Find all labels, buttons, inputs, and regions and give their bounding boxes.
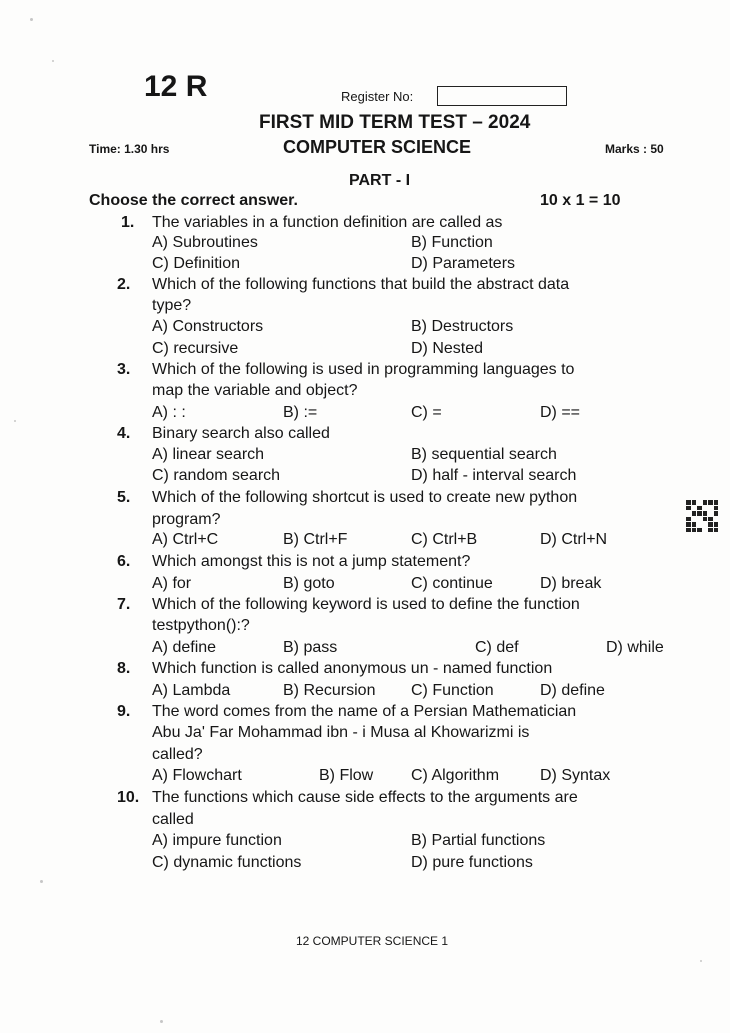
question-text: called — [152, 811, 194, 828]
question-number: 8. — [117, 660, 131, 677]
option-d: D) while — [606, 639, 664, 656]
option-d: D) Parameters — [411, 255, 516, 272]
option-d: D) Syntax — [540, 767, 611, 784]
question-number: 3. — [117, 361, 131, 378]
class-label: 12 R — [144, 70, 208, 103]
option-b: B) goto — [283, 575, 335, 592]
option-a: A) Lambda — [152, 682, 231, 699]
option-d: D) break — [540, 575, 602, 592]
option-b: B) Recursion — [283, 682, 376, 699]
option-a: A) Constructors — [152, 318, 264, 335]
register-number-field[interactable] — [437, 86, 567, 106]
question-text: Which of the following keyword is used to define the function — [152, 596, 580, 613]
instruction: Choose the correct answer. — [89, 192, 298, 209]
option-a: A) : : — [152, 404, 186, 421]
question-text: testpython():? — [152, 617, 250, 634]
question-text: program? — [152, 511, 221, 528]
question-text: map the variable and object? — [152, 382, 358, 399]
question-number: 7. — [117, 596, 131, 613]
question-text: The word comes from the name of a Persian Mathematician — [152, 703, 577, 720]
option-a: A) define — [152, 639, 217, 656]
question-text: type? — [152, 297, 192, 314]
option-c: C) Function — [411, 682, 494, 699]
qr-code-icon — [686, 500, 718, 532]
question-number: 10. — [117, 789, 140, 806]
scan-speck — [30, 18, 33, 21]
option-b: B) sequential search — [411, 446, 557, 463]
register-label: Register No: — [341, 89, 414, 104]
option-a: A) impure function — [152, 832, 282, 849]
option-c: C) random search — [152, 467, 281, 484]
scan-speck — [40, 880, 43, 883]
scan-speck — [160, 1020, 163, 1023]
option-c: C) = — [411, 404, 442, 421]
option-a: A) for — [152, 575, 192, 592]
option-d: D) pure functions — [411, 854, 533, 871]
option-b: B) Function — [411, 234, 493, 251]
question-text: Abu Ja' Far Mohammad ibn - i Musa al Khowarizmi is — [152, 724, 530, 741]
question-text: The functions which cause side effects to the arguments are — [152, 789, 578, 806]
option-c: C) dynamic functions — [152, 854, 302, 871]
option-d: D) half - interval search — [411, 467, 577, 484]
option-b: B) Destructors — [411, 318, 514, 335]
scan-speck — [14, 420, 16, 422]
time-allowed: Time: 1.30 hrs — [89, 142, 170, 156]
option-d: D) Ctrl+N — [540, 531, 608, 548]
total-marks: Marks : 50 — [605, 142, 664, 156]
option-d: D) define — [540, 682, 605, 699]
scan-speck — [52, 60, 54, 62]
option-b: B) pass — [283, 639, 338, 656]
option-b: B) Ctrl+F — [283, 531, 348, 548]
option-a: A) Subroutines — [152, 234, 258, 251]
question-text: Which of the following functions that build the abstract data — [152, 276, 570, 293]
option-c: C) recursive — [152, 340, 239, 357]
question-number: 2. — [117, 276, 131, 293]
option-c: C) Definition — [152, 255, 241, 272]
option-a: A) linear search — [152, 446, 265, 463]
question-number: 1. — [121, 214, 135, 231]
question-number: 4. — [117, 425, 131, 442]
question-text: Which of the following shortcut is used to create new python — [152, 489, 578, 506]
subject-title: COMPUTER SCIENCE — [283, 137, 472, 157]
scan-speck — [700, 960, 702, 962]
option-c: C) def — [475, 639, 519, 656]
part-heading: PART - I — [349, 172, 411, 189]
option-b: B) Partial functions — [411, 832, 546, 849]
page-footer: 12 COMPUTER SCIENCE 1 — [296, 934, 449, 948]
question-text: The variables in a function definition are called as — [152, 214, 503, 231]
option-b: B) := — [283, 404, 318, 421]
option-b: B) Flow — [319, 767, 374, 784]
exam-title: FIRST MID TERM TEST – 2024 — [259, 112, 531, 133]
option-a: A) Flowchart — [152, 767, 242, 784]
question-number: 5. — [117, 489, 131, 506]
option-c: C) continue — [411, 575, 493, 592]
option-c: C) Algorithm — [411, 767, 500, 784]
question-number: 9. — [117, 703, 131, 720]
score-formula: 10 x 1 = 10 — [540, 192, 621, 209]
option-d: D) == — [540, 404, 581, 421]
option-d: D) Nested — [411, 340, 484, 357]
question-text: Binary search also called — [152, 425, 330, 442]
question-text: Which amongst this is not a jump statement? — [152, 553, 471, 570]
option-c: C) Ctrl+B — [411, 531, 478, 548]
question-number: 6. — [117, 553, 131, 570]
question-text: Which function is called anonymous un - named function — [152, 660, 553, 677]
question-text: Which of the following is used in programming languages to — [152, 361, 575, 378]
question-text: called? — [152, 746, 203, 763]
option-a: A) Ctrl+C — [152, 531, 219, 548]
